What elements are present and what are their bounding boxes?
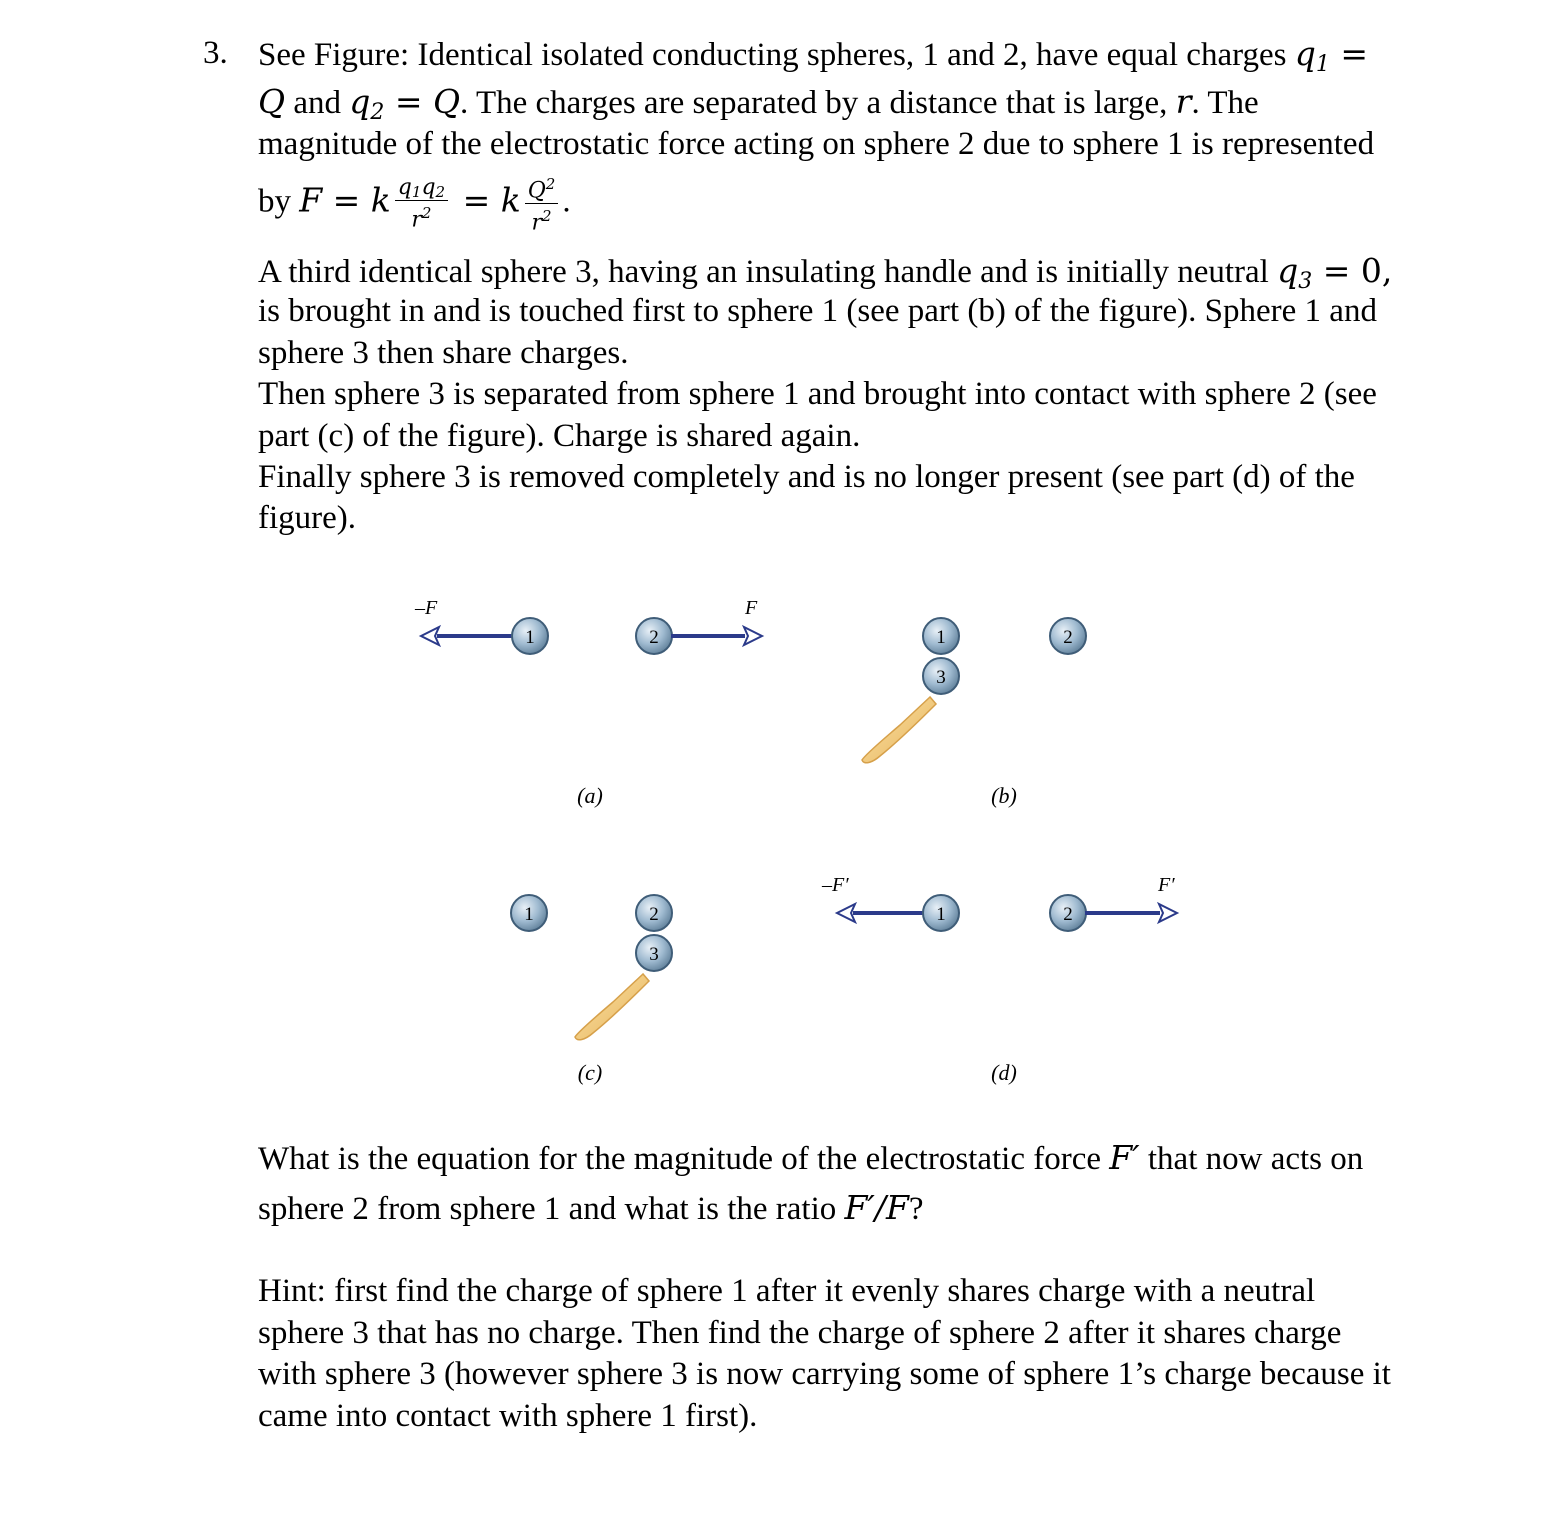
sphere-2 [636,618,672,654]
question-line-1: What is the equation for the magnitude of the electrostatic force F′ that now acts on [258,1138,1364,1177]
force-label-F: F [745,597,758,619]
hint-line-3: with sphere 3 (however sphere 3 is now carrying some of sphere 1’s charge because it [258,1356,1391,1392]
part-b [862,618,1086,808]
sphere-1-number: 1 [936,904,946,925]
sphere-1-number: 1 [936,627,946,648]
sphere-3-number: 3 [649,944,659,965]
fraction-Q2-over-r2: $\frac{Q^2}{r^2}$ [525,172,559,236]
part-d [821,874,1177,1085]
hint-line-1: Hint: first find the charge of sphere 1 after it evenly shares charge with a neutral [258,1273,1316,1309]
problem-line-3: magnitude of the electrostatic force acting on sphere 2 due to sphere 1 is represented [258,126,1375,162]
sphere-1-number: 1 [524,904,534,925]
part-a [414,597,762,808]
force-arrow-neg-F [421,627,513,645]
problem-line-11: figure). [258,500,357,536]
problem-line-8: Then sphere 3 is separated from sphere 1 and brought into contact with sphere 2 (see [258,376,1377,412]
problem-line-7: sphere 3 then share charges. [258,335,629,371]
problem-line-6: is brought in and is touched first to sphere 1 (see part (b) of the figure). Sphere 1 and [258,293,1377,329]
problem-line-10: Finally sphere 3 is removed completely and is no longer present (see part (d) of the [258,459,1355,495]
sphere-1 [511,895,547,931]
force-arrow-neg-Fprime [837,904,924,922]
sphere-1 [923,895,959,931]
sphere-2-number: 2 [649,627,659,648]
problem-number: 3. [203,35,228,71]
problem-line-2: Q and $q_2 = Q$. The charges are separated by a distance that is large, r. The [258,82,1259,125]
sphere-1 [923,618,959,654]
hint-line-4: came into contact with sphere 1 first). [258,1398,758,1434]
force-arrow-Fprime [1085,904,1177,922]
label-d: (d) [991,1060,1017,1085]
sphere-2 [1050,618,1086,654]
text: See Figure: Identical isolated conducting spheres, 1 and 2, have equal charges [258,37,1295,73]
problem-line-4-formula: by F = k $\frac{q_1q_2}{r^2}$ = k $\frac{Q^2}{r^2}$ . [258,172,571,236]
force-label-neg-F: –F [415,597,438,619]
force-arrow-F [671,627,762,645]
part-c [511,895,672,1085]
sphere-3 [923,658,959,694]
hint-line-2: sphere 3 that has no charge. Then find the charge of sphere 2 after it shares charge [258,1315,1342,1351]
problem-line-1: See Figure: Identical isolated conducting spheres, 1 and 2, have equal charges $q_1$ = [258,34,1368,77]
sphere-2-number: 2 [1063,627,1073,648]
sphere-2-number: 2 [1063,904,1073,925]
sphere-2 [636,895,672,931]
insulating-handle [862,697,936,763]
q2-symbol: $q_2$ [349,82,385,125]
label-c: (c) [577,1060,603,1085]
problem-line-5: A third identical sphere 3, having an insulating handle and is initially neutral $q_3 = 0$, [258,251,1393,294]
insulating-handle [575,974,649,1040]
sphere-2-number: 2 [649,904,659,925]
sphere-3 [636,935,672,971]
problem-line-9: part (c) of the figure). Charge is shared again. [258,418,861,454]
sphere-1 [512,618,548,654]
force-label-neg-Fprime: –F′ [822,874,849,896]
label-b: (b) [991,783,1017,808]
fraction-q1q2-over-r2: $\frac{q_1q_2}{r^2}$ [395,176,448,232]
label-a: (a) [577,783,603,808]
question-line-2: sphere 2 from sphere 1 and what is the ratio F′/F? [258,1188,924,1227]
sphere-1-number: 1 [525,627,535,648]
sphere-2 [1050,895,1086,931]
Fprime-symbol: F′ [1109,1138,1140,1177]
ratio-symbol: F′/F [844,1188,909,1227]
q3-symbol: $q_3$ [1277,251,1313,294]
sphere-3-number: 3 [936,667,946,688]
force-label-Fprime: F′ [1158,874,1175,896]
q1-symbol: $q_1$ [1294,34,1330,77]
